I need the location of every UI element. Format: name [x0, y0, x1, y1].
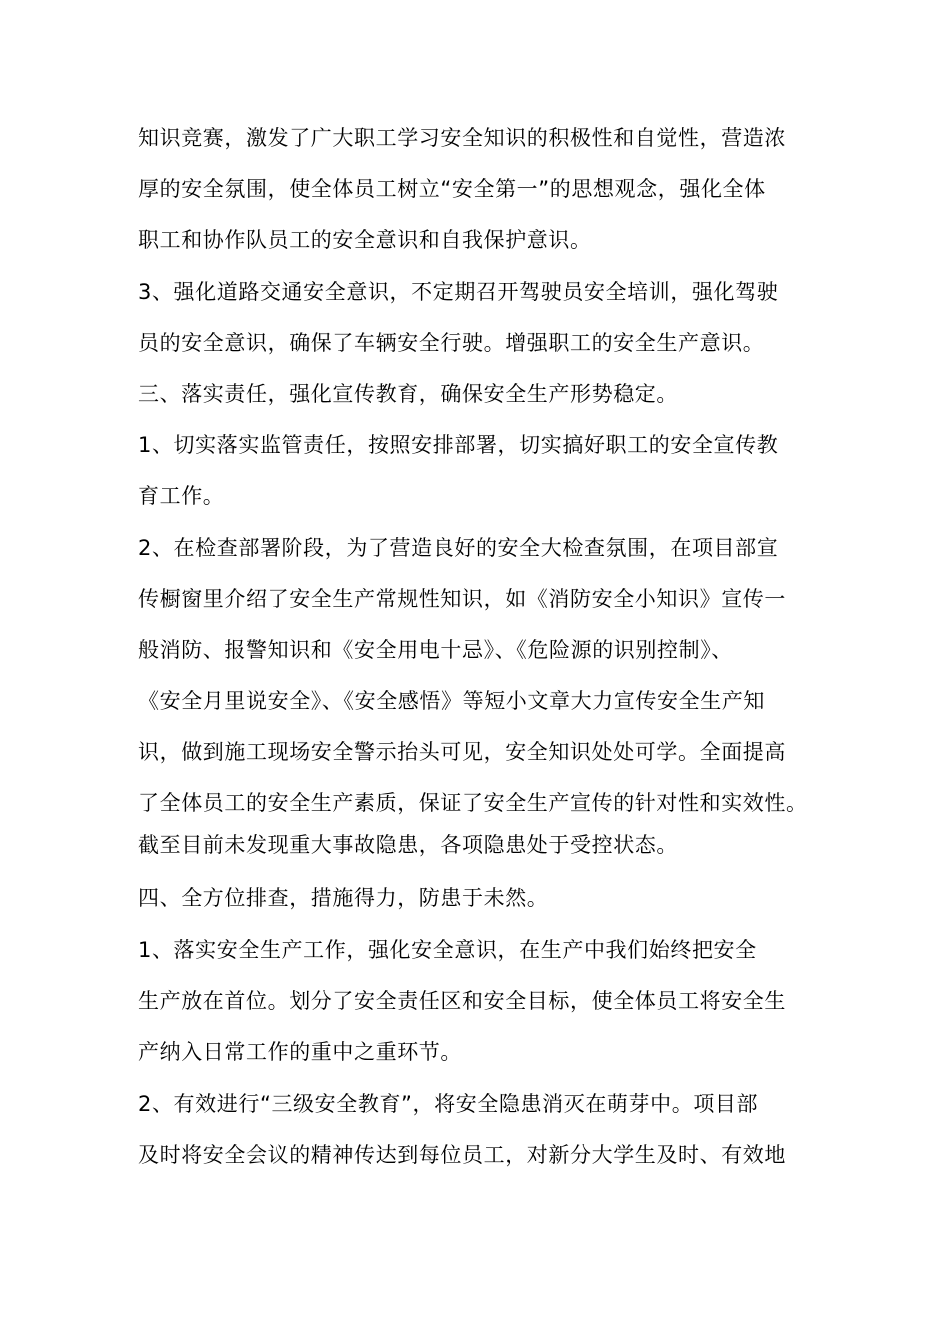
text-line: 1、切实落实监管责任，按照安排部署，切实搞好职工的安全宣传教: [138, 433, 779, 457]
section-heading: 四、全方位排查，措施得力，防患于未然。: [138, 886, 549, 910]
text-line: 知识竞赛，激发了广大职工学习安全知识的积极性和自觉性，营造浓: [138, 126, 786, 150]
text-line: 2、在检查部署阶段，为了营造良好的安全大检查氛围，在项目部宣: [138, 536, 779, 560]
text-line: 识，做到施工现场安全警示抬头可见，安全知识处处可学。全面提高: [138, 740, 786, 764]
text-line: 《安全月里说安全》、《安全感悟》等短小文章大力宣传安全生产知: [138, 689, 765, 713]
text-line: 2、有效进行“三级安全教育”，将安全隐患消灭在萌芽中。项目部: [138, 1092, 759, 1116]
text-line: 生产放在首位。划分了安全责任区和安全目标，使全体员工将安全生: [138, 989, 786, 1013]
text-line: 般消防、报警知识和《安全用电十忌》、《危险源的识别控制》、: [138, 638, 733, 662]
text-line: 育工作。: [138, 484, 225, 508]
text-line: 1、落实安全生产工作，强化安全意识，在生产中我们始终把安全: [138, 938, 757, 962]
text-line: 及时将安全会议的精神传达到每位员工，对新分大学生及时、有效地: [138, 1143, 786, 1167]
text-line: 3、强化道路交通安全意识，不定期召开驾驶员安全培训，强化驾驶: [138, 280, 779, 304]
text-line: 产纳入日常工作的重中之重环节。: [138, 1040, 462, 1064]
section-heading: 三、落实责任，强化宣传教育，确保安全生产形势稳定。: [138, 382, 678, 406]
text-line: 截至目前未发现重大事故隐患，各项隐患处于受控状态。: [138, 833, 678, 857]
text-line: 厚的安全氛围，使全体员工树立“安全第一”的思想观念，强化全体: [138, 177, 766, 201]
text-line: 员的安全意识，确保了车辆安全行驶。增强职工的安全生产意识。: [138, 331, 765, 355]
text-line: 传橱窗里介绍了安全生产常规性知识，如《消防安全小知识》宣传一: [138, 587, 786, 611]
text-line: 职工和协作队员工的安全意识和自我保护意识。: [138, 228, 592, 252]
text-line: 了全体员工的安全生产素质，保证了安全生产宣传的针对性和实效性。: [138, 791, 808, 815]
